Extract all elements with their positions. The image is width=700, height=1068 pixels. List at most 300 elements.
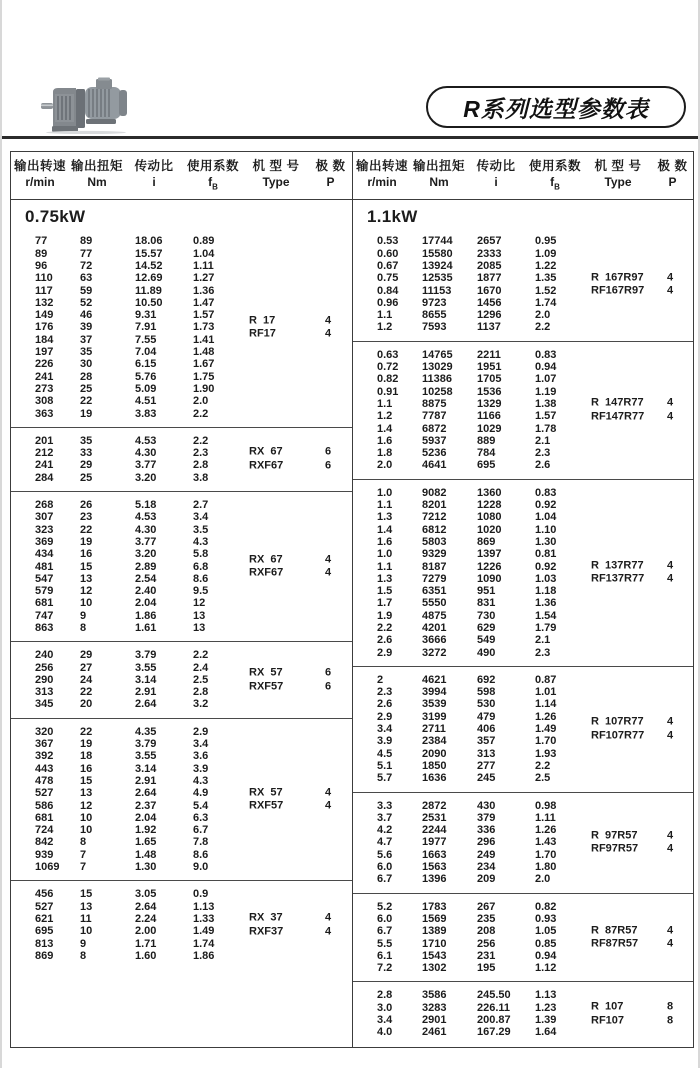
cell-ratio: 1166 <box>477 410 501 423</box>
cell-torque: 4875 <box>422 609 447 622</box>
pole-count: 4 <box>667 410 674 423</box>
pole-count: 4 <box>325 925 332 938</box>
cell-torque: 3539 <box>422 698 447 711</box>
cell-service-factor: 8.6 <box>193 848 209 861</box>
type-row <box>591 559 695 573</box>
cell-service-factor: 1.19 <box>535 385 557 398</box>
cell-torque: 13924 <box>422 259 453 272</box>
cell-speed: 456 <box>35 888 54 901</box>
table-row <box>11 824 352 836</box>
cell-speed: 3.7 <box>377 811 393 824</box>
cell-torque: 8 <box>80 949 87 962</box>
header-label-en: Type <box>604 175 632 189</box>
parameter-group <box>353 228 693 340</box>
cell-service-factor: 1.12 <box>535 962 557 975</box>
cell-speed: 117 <box>35 284 53 297</box>
cell-speed: 273 <box>35 382 54 395</box>
cell-service-factor: 1.86 <box>193 949 215 962</box>
cell-service-factor: 0.82 <box>535 900 557 913</box>
type-label: RF87R57 <box>591 937 639 950</box>
cell-ratio: 1020 <box>477 523 502 536</box>
type-label: RX 67 <box>249 553 283 566</box>
table-row <box>353 962 693 974</box>
table-row <box>11 499 352 511</box>
cell-ratio: 4.53 <box>135 511 157 524</box>
cell-speed: 89 <box>35 247 48 260</box>
cell-ratio: 490 <box>477 646 496 659</box>
table-row <box>11 849 352 861</box>
type-label: R 107 <box>591 1000 624 1013</box>
table-row <box>11 472 352 484</box>
cell-ratio: 5.18 <box>135 499 157 512</box>
pole-count: 8 <box>667 1014 674 1027</box>
type-row <box>249 328 353 342</box>
cell-ratio: 7.55 <box>135 333 157 346</box>
cell-speed: 77 <box>35 235 48 248</box>
cell-speed: 443 <box>35 762 54 775</box>
cell-torque: 5803 <box>422 535 447 548</box>
table-row <box>11 536 352 548</box>
table-row <box>353 622 693 634</box>
cell-torque: 1563 <box>422 861 447 874</box>
cell-torque: 15580 <box>422 247 453 260</box>
cell-service-factor: 1.57 <box>535 410 557 423</box>
cell-speed: 695 <box>35 925 54 938</box>
cell-speed: 863 <box>35 622 54 634</box>
cell-speed: 0.60 <box>377 247 399 260</box>
cell-ratio: 3.05 <box>135 888 157 901</box>
header-label-zh: 机 型 号 <box>252 159 300 173</box>
type-row <box>249 667 353 681</box>
pole-count: 4 <box>325 799 332 812</box>
table-row <box>353 447 693 459</box>
cell-speed: 323 <box>35 523 54 536</box>
cell-speed: 313 <box>35 686 54 699</box>
cell-torque: 2090 <box>422 747 447 760</box>
cell-service-factor: 1.48 <box>193 346 215 359</box>
cell-ratio: 3.14 <box>135 762 157 775</box>
table-row <box>11 750 352 762</box>
cell-service-factor: 6.8 <box>193 560 209 573</box>
cell-ratio: 695 <box>477 459 496 472</box>
cell-service-factor: 0.87 <box>535 673 557 686</box>
cell-ratio: 2.04 <box>135 597 157 610</box>
table-row <box>11 738 352 750</box>
type-label: R 87R57 <box>591 924 638 937</box>
cell-torque: 19 <box>80 738 93 751</box>
cell-speed: 5.7 <box>377 772 393 785</box>
cell-speed: 2 <box>377 673 384 686</box>
cell-ratio: 3.79 <box>135 649 157 662</box>
cell-speed: 1.0 <box>377 548 393 561</box>
cell-speed: 0.84 <box>377 284 399 297</box>
cell-torque: 35 <box>80 346 93 359</box>
table-row <box>11 585 352 597</box>
cell-speed: 4.2 <box>377 824 393 837</box>
cell-service-factor: 1.22 <box>535 259 557 272</box>
type-label: RXF67 <box>249 459 284 472</box>
cell-speed: 681 <box>35 811 54 824</box>
cell-service-factor: 2.6 <box>535 459 551 472</box>
type-row <box>591 1014 695 1028</box>
cell-ratio: 231 <box>477 949 496 962</box>
cell-torque: 5937 <box>422 434 447 447</box>
cell-speed: 3.3 <box>377 799 393 812</box>
cell-service-factor: 1.67 <box>193 358 215 371</box>
type-block <box>249 553 353 580</box>
table-row <box>353 536 693 548</box>
cell-ratio: 1.86 <box>135 609 157 622</box>
type-row <box>591 924 695 938</box>
cell-service-factor: 1.49 <box>535 723 557 736</box>
cell-ratio: 2.64 <box>135 698 157 711</box>
cell-ratio: 296 <box>477 836 496 849</box>
cell-torque: 6351 <box>422 585 447 598</box>
cell-service-factor: 2.0 <box>193 395 209 408</box>
type-block <box>249 314 353 341</box>
table-row <box>11 938 352 950</box>
cell-speed: 3.0 <box>377 1001 393 1014</box>
type-block <box>591 924 695 951</box>
table-row <box>353 524 693 536</box>
cell-service-factor: 2.3 <box>535 646 551 659</box>
cell-service-factor: 1.36 <box>193 284 215 297</box>
cell-ratio: 1228 <box>477 499 502 512</box>
type-block <box>249 786 353 813</box>
cell-speed: 2.6 <box>377 634 393 647</box>
pole-count: 6 <box>325 680 332 693</box>
cell-service-factor: 1.64 <box>535 1026 557 1039</box>
cell-speed: 240 <box>35 649 54 662</box>
cell-service-factor: 8.6 <box>193 572 209 585</box>
cell-speed: 842 <box>35 836 54 849</box>
cell-speed: 1.1 <box>377 397 393 410</box>
header-label-en: Nm <box>87 175 107 189</box>
cell-service-factor: 1.11 <box>535 811 556 824</box>
cell-service-factor: 4.9 <box>193 787 209 800</box>
cell-speed: 481 <box>35 560 54 573</box>
cell-ratio: 784 <box>477 447 496 460</box>
cell-ratio: 730 <box>477 609 496 622</box>
cell-ratio: 1.92 <box>135 824 157 837</box>
cell-torque: 10 <box>80 597 93 610</box>
cell-service-factor: 2.1 <box>535 634 551 647</box>
cell-service-factor: 1.27 <box>193 272 215 285</box>
cell-torque: 15 <box>80 774 93 787</box>
table-row <box>11 260 352 272</box>
cell-speed: 2.3 <box>377 686 393 699</box>
cell-speed: 0.53 <box>377 235 399 248</box>
header-label-zh: 输出转速 <box>355 159 408 173</box>
cell-ratio: 15.57 <box>135 247 163 260</box>
cell-ratio: 2.40 <box>135 585 157 598</box>
cell-torque: 7 <box>80 848 87 861</box>
cell-speed: 256 <box>35 661 54 674</box>
header-label-en-sub: B <box>554 182 560 192</box>
cell-ratio: 249 <box>477 848 496 861</box>
header-col <box>651 159 694 194</box>
cell-service-factor: 3.8 <box>193 471 209 484</box>
pole-count: 4 <box>325 911 332 924</box>
cell-ratio: 2.64 <box>135 900 157 913</box>
cell-speed: 96 <box>35 259 48 272</box>
cell-ratio: 2085 <box>477 259 502 272</box>
selection-parameter-table <box>10 151 694 1048</box>
cell-speed: 3.4 <box>377 1014 393 1027</box>
cell-ratio: 2.91 <box>135 686 157 699</box>
type-row <box>591 285 695 299</box>
cell-ratio: 5.76 <box>135 370 157 383</box>
cell-torque: 6812 <box>422 523 447 536</box>
cell-ratio: 3.55 <box>135 750 157 763</box>
cell-ratio: 1456 <box>477 296 502 309</box>
cell-torque: 29 <box>80 459 93 472</box>
page-top-area <box>2 70 700 136</box>
cell-service-factor: 0.98 <box>535 799 557 812</box>
header-label-en: i <box>494 175 498 189</box>
cell-speed: 813 <box>35 937 54 950</box>
cell-service-factor: 0.89 <box>193 235 215 248</box>
header-label-en: r/min <box>367 175 397 189</box>
type-row <box>591 843 695 857</box>
cell-service-factor: 1.70 <box>535 848 557 861</box>
type-label: RF17 <box>249 327 276 340</box>
cell-speed: 201 <box>35 434 54 447</box>
power-rating-label: 1.1kW <box>367 207 418 227</box>
cell-speed: 226 <box>35 358 54 371</box>
header-divider-rule <box>2 136 700 139</box>
type-row <box>591 1001 695 1015</box>
cell-torque: 13 <box>80 572 93 585</box>
cell-ratio: 889 <box>477 434 496 447</box>
type-label: RX 37 <box>249 911 283 924</box>
table-row <box>11 950 352 962</box>
cell-torque: 16 <box>80 548 93 561</box>
cell-service-factor: 5.4 <box>193 799 209 812</box>
table-row <box>353 321 693 333</box>
cell-torque: 9082 <box>422 486 447 499</box>
cell-service-factor: 7.8 <box>193 836 209 849</box>
cell-service-factor: 1.13 <box>193 900 215 913</box>
cell-ratio: 2.64 <box>135 787 157 800</box>
cell-torque: 10258 <box>422 385 453 398</box>
cell-ratio: 549 <box>477 634 496 647</box>
cell-service-factor: 0.94 <box>535 361 557 374</box>
cell-speed: 2.6 <box>377 698 393 711</box>
table-row <box>11 763 352 775</box>
table-row <box>353 760 693 772</box>
cell-speed: 6.7 <box>377 925 393 938</box>
cell-service-factor: 9.5 <box>193 585 209 598</box>
cell-ratio: 5.09 <box>135 382 157 395</box>
table-row <box>353 248 693 260</box>
table-half-1-1kw <box>352 152 693 1047</box>
cell-torque: 7 <box>80 861 87 874</box>
table-header <box>353 152 693 200</box>
table-row <box>11 622 352 634</box>
cell-service-factor: 5.8 <box>193 548 209 561</box>
cell-ratio: 3.20 <box>135 548 157 561</box>
cell-speed: 6.1 <box>377 949 393 962</box>
pole-count: 4 <box>667 924 674 937</box>
cell-service-factor: 1.33 <box>193 912 215 925</box>
type-row <box>249 553 353 567</box>
header-label-en: i <box>152 175 156 189</box>
cell-service-factor: 2.0 <box>535 873 551 886</box>
cell-ratio: 1.71 <box>135 937 157 950</box>
cell-ratio: 2333 <box>477 247 502 260</box>
cell-service-factor: 1.05 <box>535 925 557 938</box>
type-label: RX 57 <box>249 666 283 679</box>
table-row <box>353 597 693 609</box>
cell-torque: 23 <box>80 511 93 524</box>
cell-torque: 2461 <box>422 1026 447 1039</box>
type-label: RXF37 <box>249 925 284 938</box>
cell-service-factor: 1.03 <box>535 572 557 585</box>
cell-ratio: 3.77 <box>135 535 157 548</box>
pole-count: 6 <box>325 666 332 679</box>
cell-speed: 1.2 <box>377 410 393 423</box>
table-row <box>11 888 352 900</box>
cell-torque: 8655 <box>422 309 447 322</box>
cell-service-factor: 1.38 <box>535 397 557 410</box>
type-row <box>249 800 353 814</box>
cell-torque: 7212 <box>422 511 447 524</box>
cell-torque: 1663 <box>422 848 447 861</box>
cell-ratio: 1536 <box>477 385 502 398</box>
cell-speed: 939 <box>35 848 54 861</box>
pole-count: 4 <box>667 396 674 409</box>
cell-torque: 29 <box>80 649 93 662</box>
cell-speed: 392 <box>35 750 54 763</box>
table-row <box>11 272 352 284</box>
cell-ratio: 4.35 <box>135 725 157 738</box>
cell-speed: 184 <box>35 333 54 346</box>
cell-ratio: 2.04 <box>135 811 157 824</box>
table-row <box>353 674 693 686</box>
cell-service-factor: 1.70 <box>535 735 557 748</box>
type-label: RX 57 <box>249 786 283 799</box>
cell-torque: 3994 <box>422 686 447 699</box>
header-label-en-base: f <box>550 175 555 189</box>
pole-count: 4 <box>667 271 674 284</box>
type-row <box>249 786 353 800</box>
cell-ratio: 2.91 <box>135 774 157 787</box>
cell-ratio: 357 <box>477 735 496 748</box>
cell-ratio: 479 <box>477 710 496 723</box>
cell-service-factor: 1.93 <box>535 747 557 760</box>
cell-torque: 1710 <box>422 937 447 950</box>
table-row <box>353 373 693 385</box>
type-row <box>249 567 353 581</box>
header-label-en: Type <box>262 175 290 189</box>
cell-service-factor: 2.5 <box>535 772 551 785</box>
parameter-group <box>11 641 352 717</box>
cell-speed: 308 <box>35 395 54 408</box>
table-row <box>353 511 693 523</box>
cell-speed: 478 <box>35 774 54 787</box>
pole-count: 4 <box>667 729 674 742</box>
cell-torque: 9 <box>80 609 87 622</box>
cell-speed: 241 <box>35 370 54 383</box>
cell-speed: 369 <box>35 535 54 548</box>
cell-torque: 10 <box>80 824 93 837</box>
cell-speed: 1.5 <box>377 585 393 598</box>
type-block <box>591 1001 695 1028</box>
parameter-group <box>11 718 352 881</box>
cell-torque: 13029 <box>422 361 453 374</box>
cell-ratio: 1.30 <box>135 861 157 874</box>
pole-count: 4 <box>667 284 674 297</box>
cell-torque: 22 <box>80 725 93 738</box>
cell-service-factor: 2.1 <box>535 434 551 447</box>
cell-service-factor: 2.2 <box>193 434 209 447</box>
header-col <box>69 159 125 194</box>
cell-speed: 2.9 <box>377 646 393 659</box>
cell-speed: 363 <box>35 407 54 420</box>
cell-torque: 30 <box>80 358 93 371</box>
pole-count: 8 <box>667 1000 674 1013</box>
cell-speed: 1.7 <box>377 597 393 610</box>
cell-service-factor: 1.74 <box>193 937 215 950</box>
cell-torque: 72 <box>80 259 93 272</box>
cell-torque: 1977 <box>422 836 447 849</box>
cell-speed: 4.5 <box>377 747 393 760</box>
type-row <box>591 716 695 730</box>
type-row <box>591 410 695 424</box>
table-half-0-75kw <box>11 152 352 1047</box>
type-label: R 107R77 <box>591 715 644 728</box>
cell-torque: 22 <box>80 686 93 699</box>
cell-torque: 25 <box>80 382 93 395</box>
cell-ratio: 1951 <box>477 361 502 374</box>
header-col <box>353 159 411 194</box>
cell-torque: 24 <box>80 673 93 686</box>
cell-service-factor: 4.3 <box>193 535 209 548</box>
cell-service-factor: 0.94 <box>535 949 557 962</box>
table-row <box>11 812 352 824</box>
type-row <box>591 938 695 952</box>
cell-ratio: 4.51 <box>135 395 157 408</box>
cell-torque: 11 <box>80 912 92 925</box>
cell-ratio: 1877 <box>477 272 502 285</box>
table-row <box>353 634 693 646</box>
cell-service-factor: 1.75 <box>193 370 215 383</box>
type-label: R 97R57 <box>591 829 638 842</box>
table-row <box>353 235 693 247</box>
cell-ratio: 692 <box>477 673 496 686</box>
cell-torque: 2711 <box>422 723 446 736</box>
cell-torque: 5550 <box>422 597 447 610</box>
cell-service-factor: 13 <box>193 622 206 634</box>
cell-speed: 110 <box>35 272 53 285</box>
cell-ratio: 234 <box>477 861 496 874</box>
table-row <box>353 861 693 873</box>
cell-service-factor: 2.4 <box>193 661 209 674</box>
cell-speed: 241 <box>35 459 54 472</box>
cell-ratio: 1090 <box>477 572 502 585</box>
parameter-group <box>353 479 693 666</box>
cell-ratio: 3.77 <box>135 459 157 472</box>
cell-service-factor: 1.18 <box>535 585 557 598</box>
cell-service-factor: 1.54 <box>535 609 557 622</box>
cell-torque: 1389 <box>422 925 447 938</box>
pole-count: 6 <box>325 459 332 472</box>
cell-torque: 1569 <box>422 912 447 925</box>
cell-ratio: 200.87 <box>477 1014 511 1027</box>
cell-speed: 1.4 <box>377 523 393 536</box>
table-row <box>353 361 693 373</box>
